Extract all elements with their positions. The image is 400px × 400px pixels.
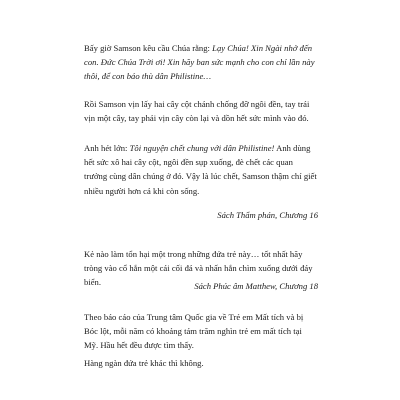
judges-citation: Sách Thẩm phán, Chương 16 xyxy=(217,210,318,220)
missing-children-paragraph: Theo báo cáo của Trung tâm Quốc gia về Trẻ em Mất tích và bị Bóc lột, mỗi năm có khoảng tám trăm nghìn trẻ em mất tích tại Mỹ. Hầu hết đều được tìm thấy. xyxy=(84,312,304,351)
samson-prayer-quote: Lạy Chúa! Xin Ngài nhớ đến con. Đức Chúa Trời ơi! Xin hãy ban sức mạnh cho con chỉ lần này thôi, để con báo thù dân Philistine… xyxy=(84,43,315,82)
samson-death-text: Anh dùng hết sức xô hai cây cột, ngôi đền sụp xuống, đè chết các quan trưởng cùng dân chúng ở đó. Vậy là lúc chết, Samson thậm chí giết nhiều người hơn cả khi còn sống. xyxy=(84,143,317,196)
matthew-citation: Sách Phúc âm Matthew, Chương 18 xyxy=(194,281,318,291)
samson-shout-intro: Anh hét lớn: xyxy=(84,143,130,153)
samson-death-paragraph xyxy=(84,141,318,198)
samson-prayer-paragraph xyxy=(84,41,318,84)
matthew-quote-paragraph: Kẻ nào làm tổn hại một trong những đứa trẻ này… tốt nhất hãy tròng vào cổ hắn một cái cối đá và nhấn hắn chìm xuống dưới đáy biển. xyxy=(84,249,313,288)
samson-shout-quote: Tôi nguyện chết chung với dân Philistine! xyxy=(129,143,275,153)
samson-pillars-paragraph: Rồi Samson vịn lấy hai cây cột chánh chống đỡ ngôi đền, tay trái vịn một cây, tay phải vịn cây còn lại và dồn hết sức mình vào đó. xyxy=(84,99,310,124)
closing-line: Hàng ngàn đứa trẻ khác thì không. xyxy=(84,358,204,368)
samson-prayer-intro: Bấy giờ Samson kêu cầu Chúa rằng: xyxy=(84,43,213,53)
